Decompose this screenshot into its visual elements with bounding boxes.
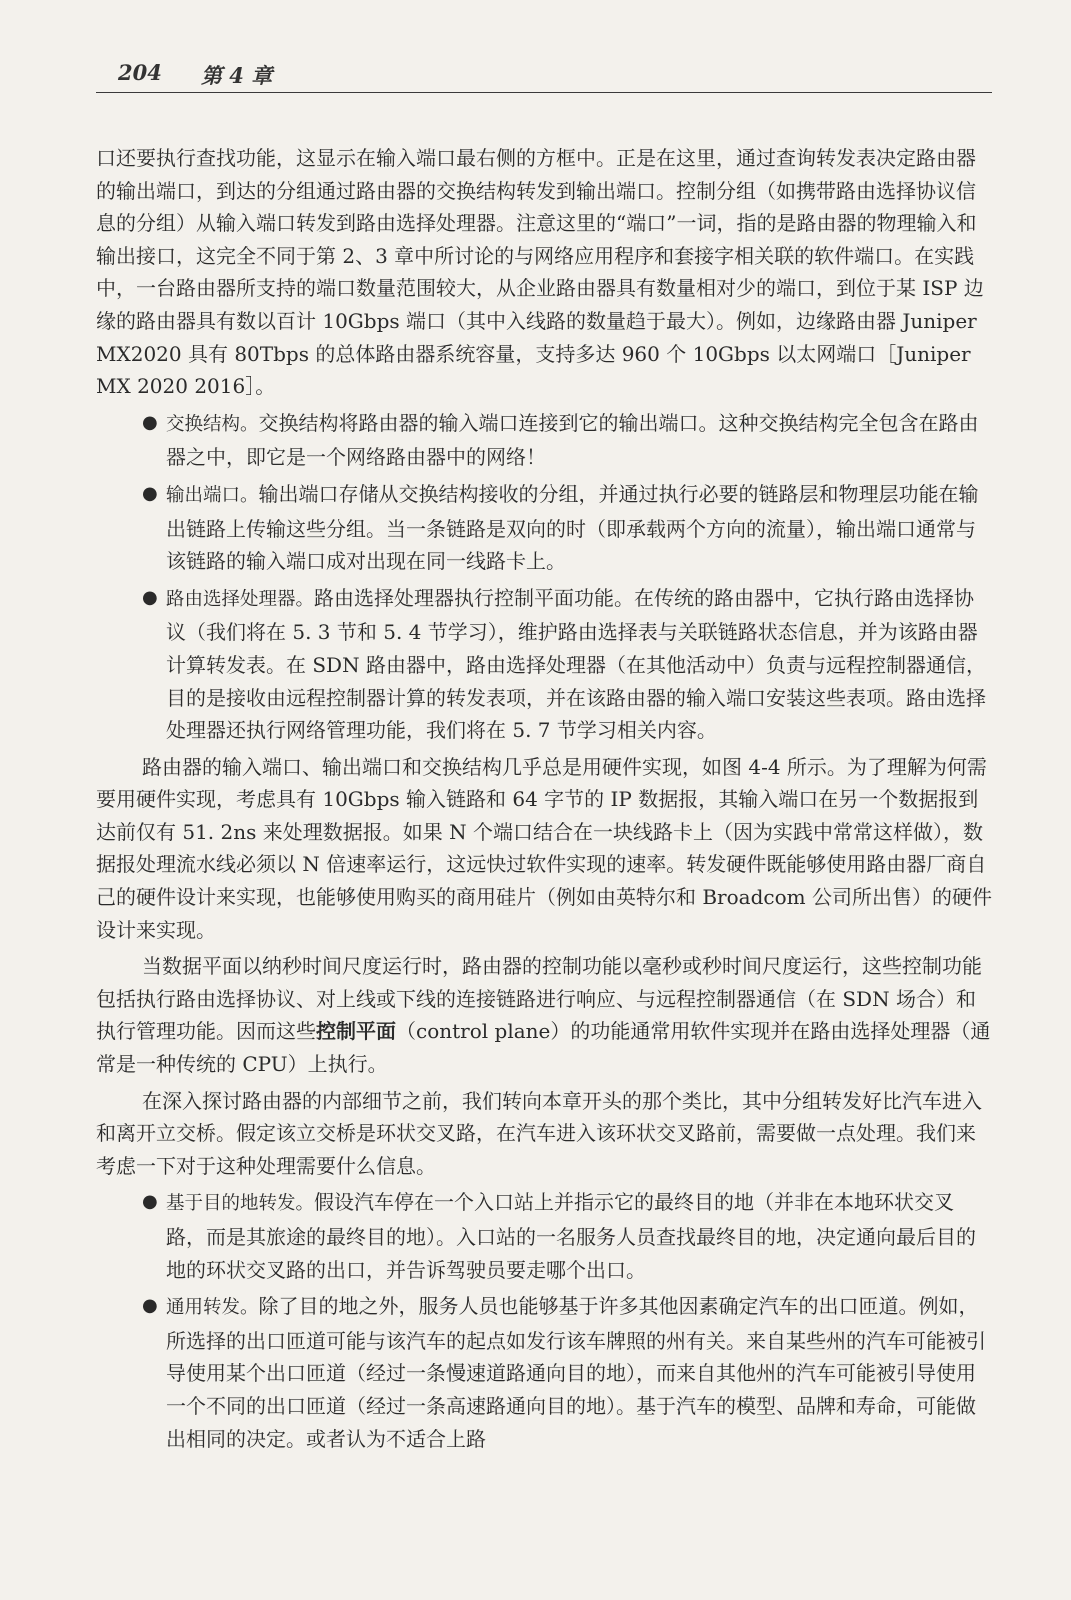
bullet-term: 交换结构。 [166,413,259,435]
page-header [96,56,992,93]
bullet-output-port [142,478,992,578]
bullet-term: 基于目的地转发。 [166,1193,315,1215]
bullet-switching-fabric [142,407,992,474]
bullet-dot-icon: ● [142,482,158,504]
bullet-generalized-forwarding [142,1290,992,1455]
body-text [96,142,992,1459]
text-span: 当数据平面以纳秒时间尺度运行时，路由器的控制功能以毫秒或秒时间尺度运行，这些控制功能包括执行路由选择协议、对上线或下线的连接链路进行响应、与远程控制器通信（在 SDN 场合）和执行管理功能。因而这些 [96,954,982,1044]
paragraph-hardware: 路由器的输入端口、输出端口和交换结构几乎总是用硬件实现，如图 4-4 所示。为了理解为何需要用硬件实现，考虑具有 10Gbps 输入链路和 64 字节的 IP 数据报，其输入端口在另一个数据报到达前仅有 51. 2ns 来处理数据报。如果 N 个端口结合在一块线路卡上（因为实践中常常这样做），数据报处理流水线必须以 N 倍速率运行，这远快过软件实现的速率。转发硬件既能够使用路由器厂商自己的硬件设计来实现，也能够使用购买的商用硅片（例如由英特尔和 Broadcom 公司所出售）的硬件设计来实现。 [96,754,992,942]
bullet-text: 交换结构将路由器的输入端口连接到它的输出端口。这种交换结构完全包含在路由器之中，即它是一个网络路由器中的网络！ [166,410,979,470]
bullet-dot-icon: ● [142,586,158,608]
paragraph-analogy: 在深入探讨路由器的内部细节之前，我们转向本章开头的那个类比，其中分组转发好比汽车进入和离开立交桥。假定该立交桥是环状交叉路，在汽车进入该环状交叉路前，需要做一点处理。我们来考虑一下对于这种处理需要什么信息。 [96,1088,982,1178]
bullet-term: 路由选择处理器。 [166,588,315,610]
bullet-destination-forwarding [142,1186,992,1286]
bullet-dot-icon: ● [142,1295,158,1317]
bullet-dot-icon: ● [142,411,158,433]
chapter-label: 第 4 章 [201,63,273,88]
bullet-routing-processor [142,582,992,747]
bullet-text: 输出端口存储从交换结构接收的分组，并通过执行必要的链路层和物理层功能在输出链路上传输这些分组。当一条链路是双向的时（即承载两个方向的流量），输出端口通常与该链路的输入端口成对出现在同一线路卡上。 [166,481,979,574]
text-span: （control plane）的功能通常用软件实现并在路由选择处理器（通常是一种传统的 CPU）上执行。 [96,1019,991,1077]
bullet-text: 路由选择处理器执行控制平面功能。在传统的路由器中，它执行路由选择协议（我们将在 5. 3 节和 5. 4 节学习），维护路由选择表与关联链路状态信息，并为该路由器计算转发表。在 SDN 路由器中，路由选择处理器（在其他活动中）负责与远程控制器通信，目的是接收由远程控制器计算的转发表项，并在该路由器的输入端口安装这些表项。路由选择处理器还执行网络管理功能，我们将在 5. 7 节学习相关内容。 [166,585,986,743]
bullet-text: 除了目的地之外，服务人员也能够基于许多其他因素确定汽车的出口匝道。例如，所选择的出口匝道可能与该汽车的起点如发行该车牌照的州有关。来自某些州的汽车可能被引导使用某个出口匝道（经过一条慢速道路通向目的地），而来自其他州的汽车可能被引导使用一个不同的出口匝道（经过一条高速路通向目的地）。基于汽车的模型、品牌和寿命，可能做出相同的决定。或者认为不适合上路 [166,1294,986,1451]
bullet-term: 通用转发。 [166,1297,259,1319]
paragraph-continued: 口还要执行查找功能，这显示在输入端口最右侧的方框中。正是在这里，通过查询转发表决定路由器的输出端口，到达的分组通过路由器的交换结构转发到输出端口。控制分组（如携带路由选择协议信息的分组）从输入端口转发到路由选择处理器。注意这里的“端口”一词，指的是路由器的物理输入和输出接口，这完全不同于第 2、3 章中所讨论的与网络应用程序和套接字相关联的软件端口。在实践中，一台路由器所支持的端口数量范围较大，从企业路由器具有数量相对少的端口，到位于某 ISP 边缘的路由器具有数以百计 10Gbps 端口（其中入线路的数量趋于最大）。例如，边缘路由器 Juniper MX2020 具有 80Tbps 的总体路由器系统容量，支持多达 960 个 10Gbps 以太网端口［Juniper MX 2020 2016］。 [96,146,984,399]
bullet-dot-icon: ● [142,1191,158,1213]
bullet-term: 输出端口。 [166,484,259,506]
page-number: 204 [118,60,162,85]
bold-term: 控制平面 [316,1019,396,1044]
bullet-text: 假设汽车停在一个入口站上并指示它的最终目的地（并非在本地环状交叉路，而是其旅途的最终目的地）。入口站的一名服务人员查找最终目的地，决定通向最后目的地的环状交叉路的出口，并告诉驾驶员要走哪个出口。 [166,1190,976,1282]
paragraph-control-plane [96,950,992,1080]
